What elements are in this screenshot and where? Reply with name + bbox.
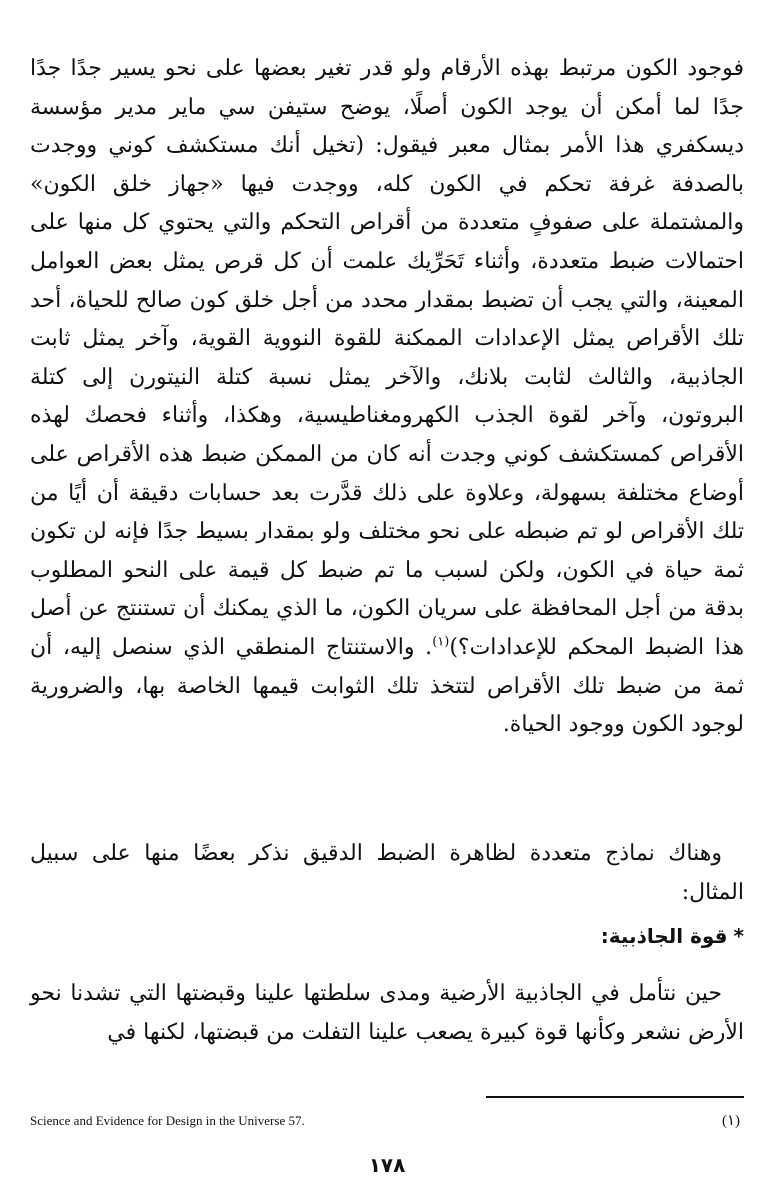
paragraph-1-tail: . والاستنتاج المنطقي الذي سنصل إليه، أن ثمة من ضبط تلك الأقراص لتتخذ تلك الثوابت قيمها الخاصة بها، والضرورية لوجود الكون ووجود الحياة. xyxy=(30,634,744,738)
footnote xyxy=(30,1110,744,1132)
footnote-divider xyxy=(486,1096,744,1098)
book-page xyxy=(30,50,744,1190)
footnote-text: Science and Evidence for Design in the Universe 57. xyxy=(30,1113,305,1128)
page-number: ١٧٨ xyxy=(368,1153,406,1177)
paragraph-3: حين نتأمل في الجاذبية الأرضية ومدى سلطتها علينا وقبضتها التي تشدنا نحو الأرض نشعر وكأنها قوة كبيرة يصعب علينا التفلت من قبضتها، لكنها في xyxy=(30,981,744,1045)
paragraph-1 xyxy=(30,50,744,745)
section-heading xyxy=(601,920,744,952)
footnote-number: (١) xyxy=(721,1113,740,1129)
footnote-reference: (١) xyxy=(432,634,450,650)
paragraph-2: وهناك نماذج متعددة لظاهرة الضبط الدقيق نذكر بعضًا منها على سبيل المثال: xyxy=(30,841,744,905)
paragraph-1-text: فوجود الكون مرتبط بهذه الأرقام ولو قدر تغير بعضها على نحو يسير جدًا جدًا جدًا لما أمكن أن يوجد الكون أصلًا، يوضح ستيفن سي ماير مدير مؤسسة ديسكفري هذا الأمر بمثال معبر فيقول: (تخيل أنك مستكشف كوني ووجدت بالصدفة غرفة تحكم في الكون كله، ووجدت فيها «جهاز خلق الكون» والمشتملة على صفوفٍ متعددة من أقراص التحكم والتي يحتوي كل منها على احتمالات ضبط متعددة، وأثناء تَحَرِّيك علمت أن كل قرص يمثل بعض العوامل المعينة، والتي يجب أن تضبط بمقدار محدد من أجل خلق كون صالح للحياة، أحد تلك الأقراص يمثل الإعدادات الممكنة للقوة النووية القوية، وآخر يمثل ثابت الجاذبية، والثالث لثابت بلانك، والآخر يمثل نسبة كتلة النيتورن إلى كتلة البروتون، وآخر لقوة الجذب الكهرومغناطيسية، وهكذا، وأثناء فحصك لهذه الأقراص كمستكشف كوني وجدت أنه كان من الممكن ضبط هذه الأقراص على أوضاع مختلفة بسهولة، وعلاوة على ذلك قدَّرت بعد حسابات دقيقة أن أيًا من تلك الأقراص لو تم ضبطه على نحو مختلف ولو بمقدار بسيط جدًا فإنه لن تكون ثمة حياة في الكون، ولكن لسبب ما تم ضبط كل قيمة على النحو المطلوب بدقة من أجل المحافظة على سريان الكون، ما الذي يمكنك أن تستنتج عن أصل هذا الضبط المحكم للإعدادات؟) xyxy=(30,56,745,660)
heading-star-icon: * xyxy=(733,924,744,948)
heading-text: قوة الجاذبية: xyxy=(600,924,728,948)
